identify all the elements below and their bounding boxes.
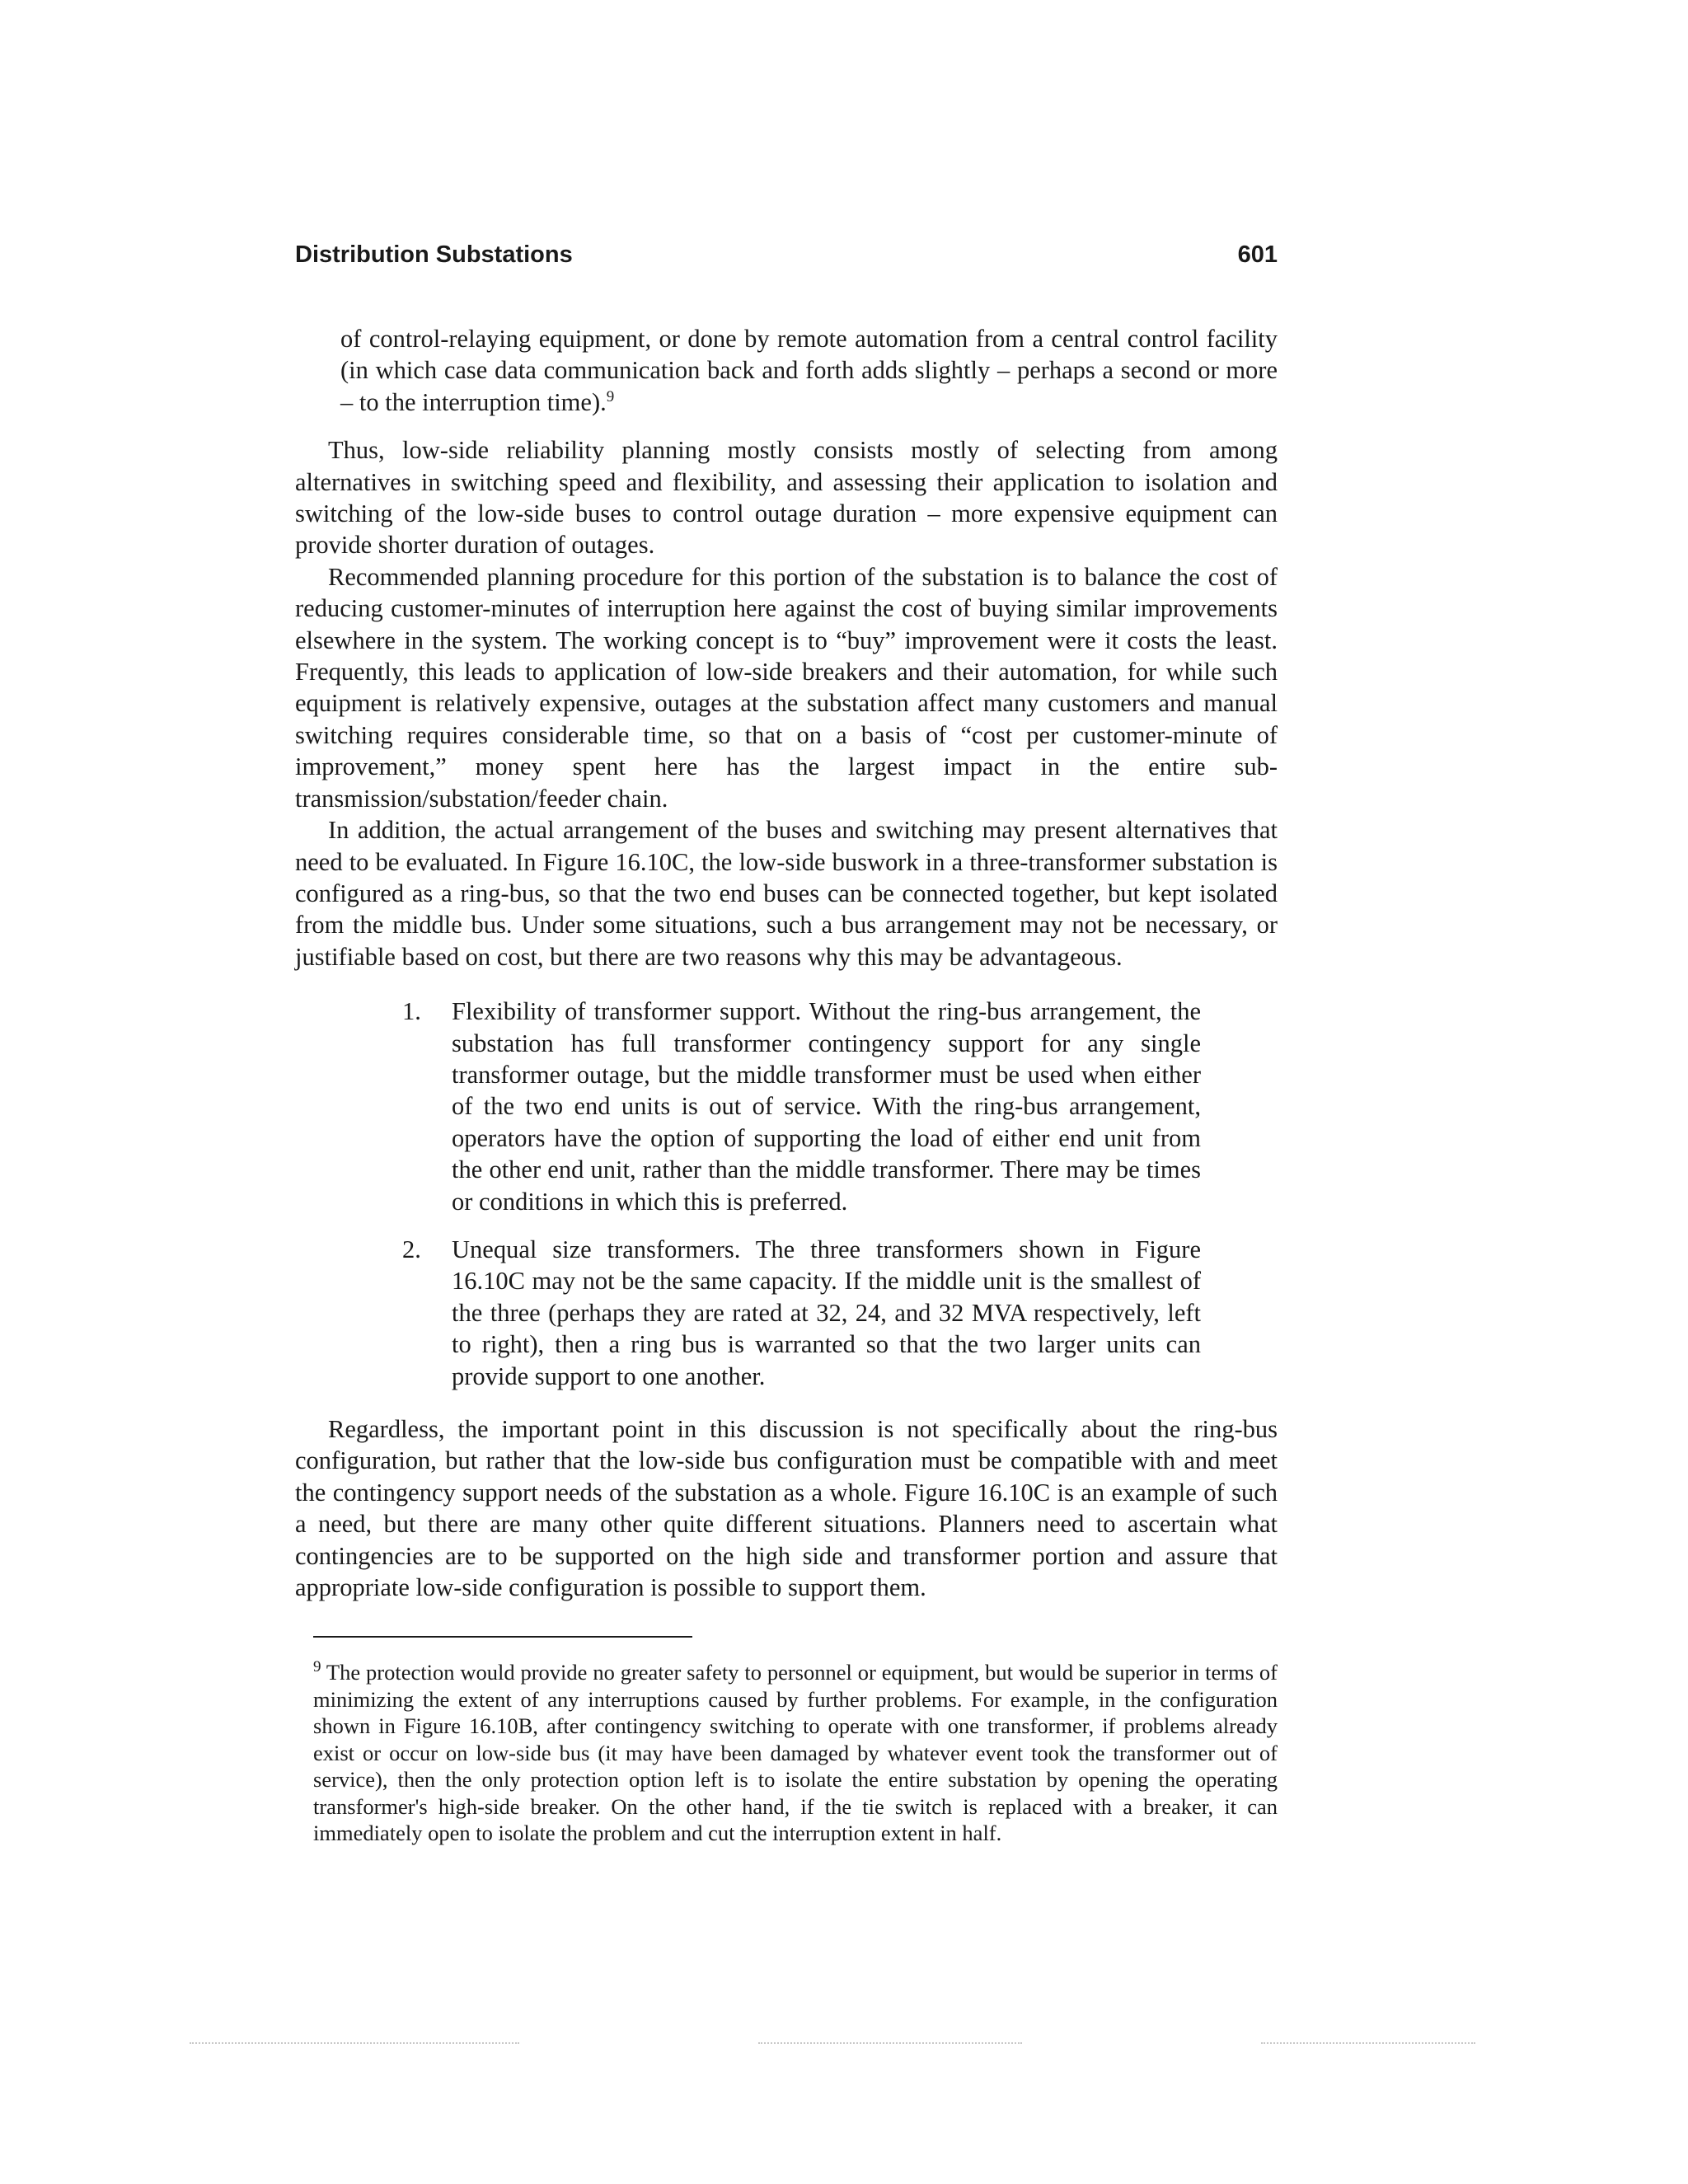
list-item-text: Unequal size transformers. The three transformers shown in Figure 16.10C may not be the same capacity. If the middle unit is the smallest of the three (perhaps they are rated at 32, 24, and 32 MVA respectively, left to right), then a ring bus is warranted so that the two larger units can provide support to one another. — [452, 1235, 1201, 1390]
page-number: 601 — [1237, 241, 1278, 268]
list-item-text: Flexibility of transformer support. Without the ring-bus arrangement, the substation has full transformer contingency support for any single transformer outage, but the middle transformer must be used when either of the two end units is out of service. With the ring-bus arrangement, operators have the option of supporting the load of either end unit from the other end unit, rather than the middle transformer. There may be times or conditions in which this is preferred. — [452, 997, 1201, 1216]
body-text — [295, 323, 1278, 1603]
list-item — [402, 996, 1201, 1217]
continued-paragraph — [340, 323, 1278, 418]
scan-artifact-line — [1261, 2042, 1475, 2044]
footnote-text: The protection would provide no greater safety to personnel or equipment, but would be superior in terms of minimizing the extent of any interruptions caused by further problems. For example, in the configuration shown in Figure 16.10B, after contingency switching to operate with one transformer, if problems already exist or occur on low-side bus (it may have been damaged by whatever event took the transformer out of service), then the only protection option left is to isolate the entire substation by opening the operating transformer's high-side breaker. On the other hand, if the tie switch is replaced with a breaker, it can immediately open to isolate the problem and cut the interruption extent in half. — [313, 1660, 1278, 1845]
chapter-title: Distribution Substations — [295, 241, 573, 268]
paragraph: Regardless, the important point in this discussion is not specifically about the ring-bus configuration, but rather that the low-side bus configuration must be compatible with and meet the contingency support needs of the substation as a whole. Figure 16.10C is an example of such a need, but there are many other quite different situations. Planners need to ascertain what contingencies are to be supported on the high side and transformer portion and assure that appropriate low-side configuration is possible to support them. — [295, 1415, 1278, 1602]
paragraph-text: of control-relaying equipment, or done by remote automation from a central control facility (in which case data communication back and forth adds slightly – perhaps a second or more – to the interruption time). — [340, 325, 1278, 416]
paragraph: Recommended planning procedure for this portion of the substation is to balance the cost of reducing customer-minutes of interruption here against the cost of buying similar improvements elsewhere in the system. The working concept is to “buy” improvement were it costs the least. Frequently, this leads to application of low-side breakers and their automation, for while such equipment is relatively expensive, outages at the substation affect many customers and manual switching requires considerable time, so that on a basis of “cost per customer-minute of improvement,” money spent here has the largest impact in the entire sub-transmission/substation/feeder chain. — [295, 562, 1278, 813]
list-item-number: 1. — [402, 997, 421, 1026]
paragraph: Thus, low-side reliability planning mostly consists mostly of selecting from among alternatives in switching speed and flexibility, and assessing their application to isolation and switching of the low-side buses to control outage duration – more expensive equipment can provide shorter duration of outages. — [295, 436, 1278, 560]
scan-artifact-line — [190, 2042, 519, 2044]
footnote-paragraph — [313, 1659, 1278, 1847]
list-item — [402, 1234, 1201, 1392]
running-header — [295, 241, 1278, 274]
footnote-reference: 9 — [606, 387, 615, 405]
footnote — [313, 1659, 1278, 1847]
footnote-divider — [313, 1636, 692, 1638]
footnote-marker: 9 — [313, 1658, 321, 1676]
scan-artifact-line — [758, 2042, 1022, 2044]
numbered-list — [295, 996, 1278, 1392]
paragraph: In addition, the actual arrangement of the buses and switching may present alternatives that need to be evaluated. In Figure 16.10C, the low-side buswork in a three-transformer substation is configured as a ring-bus, so that the two end buses can be connected together, but kept isolated from the middle bus. Under some situations, such a bus arrangement may not be necessary, or justifiable based on cost, but there are two reasons why this may be advantageous. — [295, 816, 1278, 971]
list-item-number: 2. — [402, 1235, 421, 1263]
